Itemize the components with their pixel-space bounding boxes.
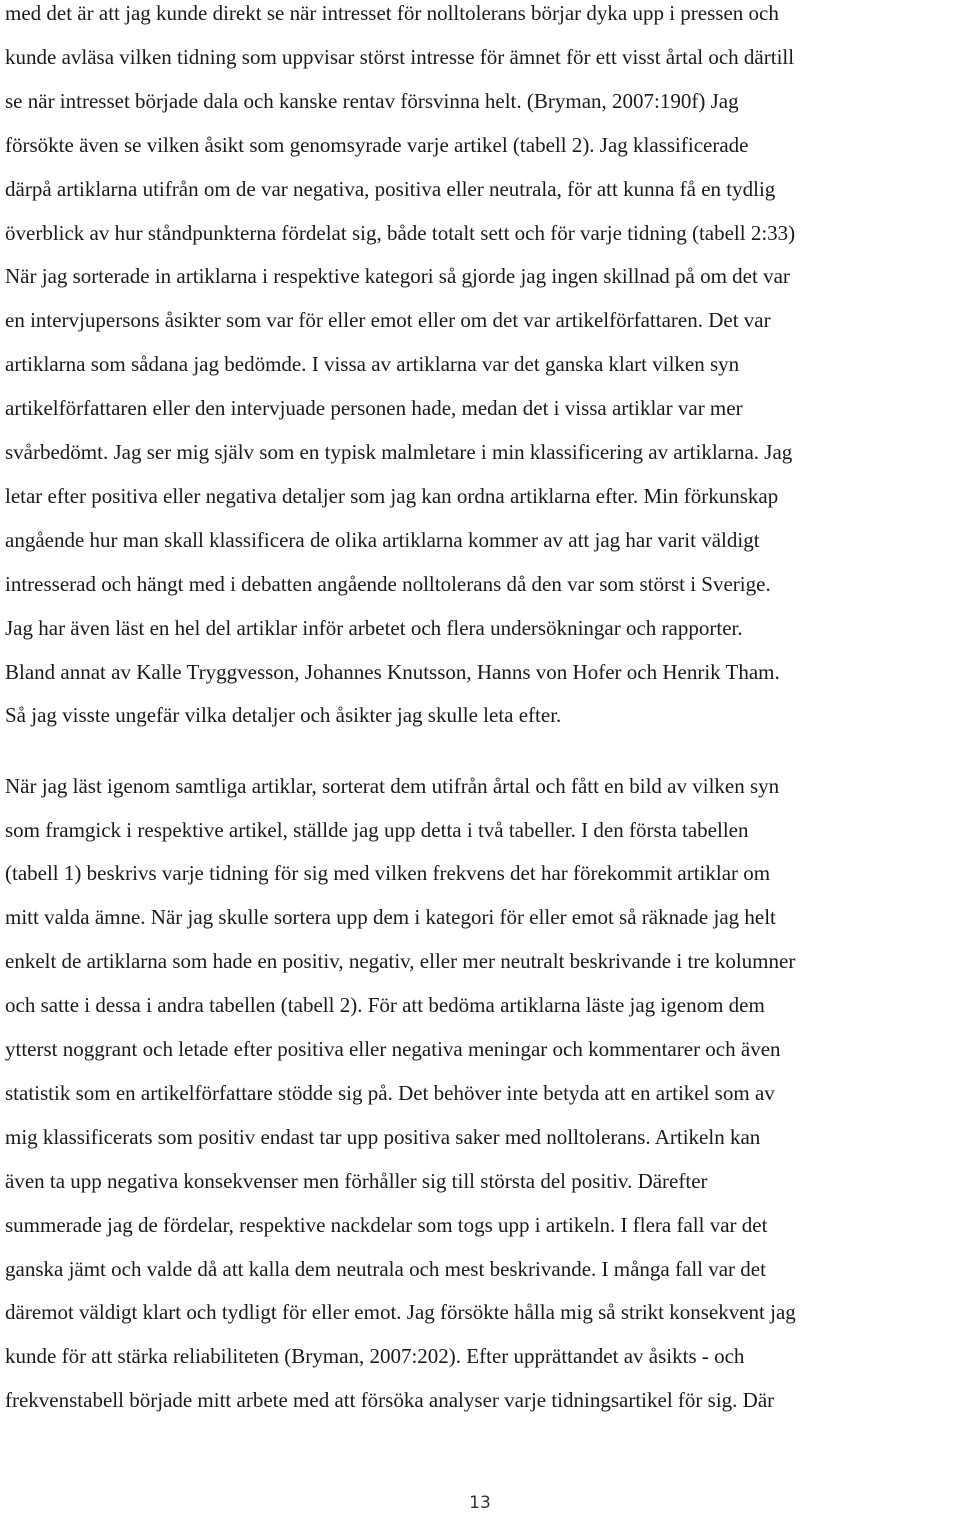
text-line: en intervjupersons åsikter som var för eller emot eller om det var artikelförfattaren. Det var bbox=[5, 308, 771, 333]
text-line: statistik som en artikelförfattare stödde sig på. Det behöver inte betyda att en artikel som av bbox=[5, 1080, 775, 1105]
text-line: artiklarna som sådana jag bedömde. I vissa av artiklarna var det ganska klart vilken syn bbox=[5, 352, 740, 377]
text-line: mig klassificerats som positiv endast tar upp positiva saker med nolltolerans. Artikeln kan bbox=[5, 1124, 761, 1149]
text-line: Jag har även läst en hel del artiklar inför arbetet och flera undersökningar och rapporter. bbox=[5, 615, 743, 640]
text-line: överblick av hur ståndpunkterna fördelat sig, både totalt sett och för varje tidning (tabell 2:33) bbox=[5, 220, 796, 245]
page-number: 13 bbox=[469, 1493, 491, 1513]
text-line: kunde avläsa vilken tidning som uppvisar störst intresse för ämnet för ett visst årtal och därtill bbox=[5, 44, 795, 69]
text-line: (tabell 1) beskrivs varje tidning för sig med vilken frekvens det har förekommit artiklar om bbox=[5, 861, 771, 886]
text-line: se när intresset började dala och kanske rentav försvinna helt. (Bryman, 2007:190f) Jag bbox=[5, 88, 739, 113]
text-line: försökte även se vilken åsikt som genomsyrade varje artikel (tabell 2). Jag klassificerade bbox=[5, 132, 749, 157]
text-line: kunde för att stärka reliabiliteten (Bryman, 2007:202). Efter upprättandet av åsikts - och bbox=[5, 1344, 745, 1369]
text-line: även ta upp negativa konsekvenser men förhåller sig till största del positiv. Därefter bbox=[5, 1168, 708, 1193]
text-line: Bland annat av Kalle Tryggvesson, Johannes Knutsson, Hanns von Hofer och Henrik Tham. bbox=[5, 659, 780, 684]
text-line: svårbedömt. Jag ser mig själv som en typisk malmletare i min klassificering av artiklarna. Jag bbox=[5, 440, 793, 464]
text-line: därpå artiklarna utifrån om de var negativa, positiva eller neutrala, för att kunna få en tydlig bbox=[5, 176, 776, 201]
text-line: enkelt de artiklarna som hade en positiv, negativ, eller mer neutralt beskrivande i tre kolumner bbox=[5, 949, 796, 974]
text-line: med det är att jag kunde direkt se när intresset för nolltolerans börjar dyka upp i pressen och bbox=[5, 1, 779, 25]
text-line: ytterst noggrant och letade efter positiva eller negativa meningar och kommentarer och även bbox=[5, 1037, 781, 1062]
text-line: däremot väldigt klart och tydligt för eller emot. Jag försökte hålla mig så strikt konsekvent jag bbox=[5, 1300, 796, 1325]
text-line: letar efter positiva eller negativa detaljer som jag kan ordna artiklarna efter. Min förkunskap bbox=[5, 483, 779, 508]
text-line: som framgick i respektive artikel, ställde jag upp detta i två tabeller. I den första tabellen bbox=[5, 817, 749, 842]
text-line: När jag sorterade in artiklarna i respektive kategori så gjorde jag ingen skillnad på om det var bbox=[5, 264, 790, 289]
text-line: och satte i dessa i andra tabellen (tabell 2). För att bedöma artiklarna läste jag igenom dem bbox=[5, 993, 765, 1018]
text-line: Så jag visste ungefär vilka detaljer och åsikter jag skulle leta efter. bbox=[5, 703, 562, 728]
text-line: mitt valda ämne. När jag skulle sortera upp dem i kategori för eller emot så räknade jag helt bbox=[5, 905, 776, 930]
text-line: frekvenstabell började mitt arbete med att försöka analyser varje tidningsartikel för sig. Där bbox=[5, 1388, 775, 1413]
text-line: När jag läst igenom samtliga artiklar, sorterat dem utifrån årtal och fått en bild av vilken syn bbox=[5, 773, 780, 798]
text-line: intresserad och hängt med i debatten angående nolltolerans då den var som störst i Sverige. bbox=[5, 571, 771, 596]
text-line: ganska jämt och valde då att kalla dem neutrala och mest beskrivande. I många fall var det bbox=[5, 1256, 766, 1281]
text-line: summerade jag de fördelar, respektive nackdelar som togs upp i artikeln. I flera fall var det bbox=[5, 1212, 768, 1237]
text-line: angående hur man skall klassificera de olika artiklarna kommer av att jag har varit väldigt bbox=[5, 527, 760, 552]
text-line: artikelförfattaren eller den intervjuade personen hade, medan det i vissa artiklar var mer bbox=[5, 396, 743, 421]
